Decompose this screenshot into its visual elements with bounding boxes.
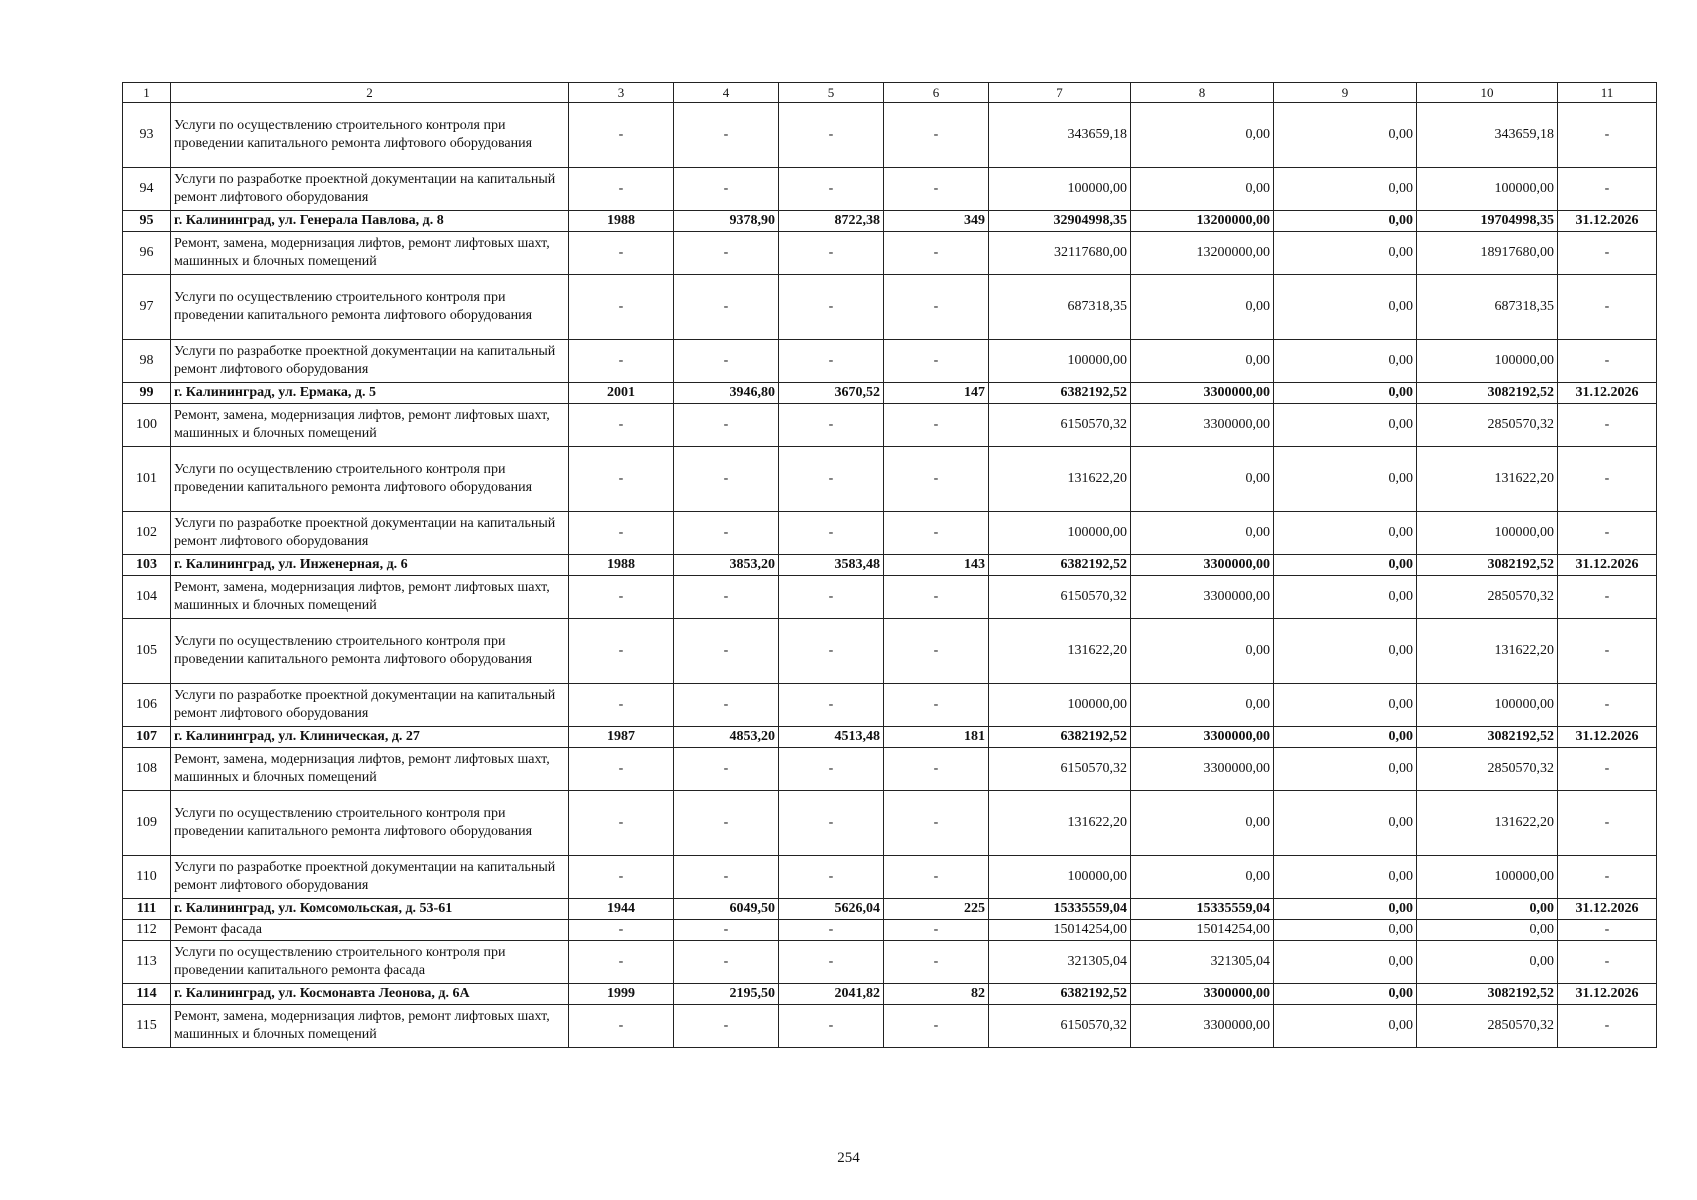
column-header: 2 [171, 83, 569, 103]
cell-col-6: 349 [884, 211, 989, 232]
cell-col-10: 0,00 [1417, 920, 1558, 941]
cell-col-3: - [569, 447, 674, 512]
cell-col-5: - [779, 404, 884, 447]
cell-col-7: 32904998,35 [989, 211, 1131, 232]
cell-col-8: 321305,04 [1131, 941, 1274, 984]
cell-col-10: 100000,00 [1417, 340, 1558, 383]
cell-col-5: 4513,48 [779, 727, 884, 748]
cell-col-8: 0,00 [1131, 275, 1274, 340]
column-header: 3 [569, 83, 674, 103]
cell-item-name: Услуги по осуществлению строительного контроля при проведении капитального ремонта лифтового оборудования [171, 447, 569, 512]
cell-col-9: 0,00 [1274, 168, 1417, 211]
cell-col-7: 343659,18 [989, 103, 1131, 168]
cell-col-9: 0,00 [1274, 576, 1417, 619]
table-body [123, 83, 1657, 1048]
cell-col-6: - [884, 103, 989, 168]
cell-col-8: 3300000,00 [1131, 727, 1274, 748]
cell-col-5: - [779, 684, 884, 727]
cell-col-5: - [779, 791, 884, 856]
cell-col-7: 15335559,04 [989, 899, 1131, 920]
cell-col-11: 31.12.2026 [1558, 383, 1657, 404]
cell-item-name: г. Калининград, ул. Клиническая, д. 27 [171, 727, 569, 748]
cell-col-4: - [674, 1005, 779, 1048]
work-item-row [123, 619, 1657, 684]
cell-col-5: - [779, 576, 884, 619]
cell-col-9: 0,00 [1274, 103, 1417, 168]
cell-col-10: 3082192,52 [1417, 555, 1558, 576]
cell-col-7: 131622,20 [989, 619, 1131, 684]
cell-col-7: 131622,20 [989, 447, 1131, 512]
cell-col-4: 6049,50 [674, 899, 779, 920]
cell-col-11: - [1558, 619, 1657, 684]
cell-col-8: 0,00 [1131, 512, 1274, 555]
cell-col-3: - [569, 1005, 674, 1048]
cell-col-5: - [779, 103, 884, 168]
work-item-row [123, 684, 1657, 727]
work-item-row [123, 1005, 1657, 1048]
cell-row-number: 106 [123, 684, 171, 727]
cell-col-10: 131622,20 [1417, 619, 1558, 684]
cell-col-3: - [569, 941, 674, 984]
cell-row-number: 108 [123, 748, 171, 791]
cell-col-3: - [569, 103, 674, 168]
cell-col-6: - [884, 684, 989, 727]
cell-col-10: 131622,20 [1417, 447, 1558, 512]
cell-col-9: 0,00 [1274, 555, 1417, 576]
cell-col-8: 15335559,04 [1131, 899, 1274, 920]
cell-col-3: 2001 [569, 383, 674, 404]
cell-col-5: 3670,52 [779, 383, 884, 404]
cell-col-9: 0,00 [1274, 383, 1417, 404]
cell-col-7: 6382192,52 [989, 727, 1131, 748]
cell-col-9: 0,00 [1274, 984, 1417, 1005]
cell-row-number: 95 [123, 211, 171, 232]
cell-col-5: - [779, 920, 884, 941]
cell-col-4: - [674, 941, 779, 984]
cell-col-11: - [1558, 512, 1657, 555]
column-header: 1 [123, 83, 171, 103]
cell-col-10: 100000,00 [1417, 684, 1558, 727]
cell-item-name: Услуги по разработке проектной документации на капитальный ремонт лифтового оборудования [171, 684, 569, 727]
cell-col-11: - [1558, 232, 1657, 275]
cell-col-6: 181 [884, 727, 989, 748]
address-row [123, 727, 1657, 748]
cell-col-3: 1944 [569, 899, 674, 920]
cell-col-9: 0,00 [1274, 404, 1417, 447]
cell-col-7: 6150570,32 [989, 576, 1131, 619]
cell-col-3: - [569, 619, 674, 684]
work-item-row [123, 232, 1657, 275]
cell-item-name: г. Калининград, ул. Ермака, д. 5 [171, 383, 569, 404]
cell-col-6: - [884, 791, 989, 856]
cell-row-number: 98 [123, 340, 171, 383]
cell-col-8: 3300000,00 [1131, 984, 1274, 1005]
cell-col-3: - [569, 748, 674, 791]
cell-col-11: - [1558, 404, 1657, 447]
column-header: 5 [779, 83, 884, 103]
cell-col-9: 0,00 [1274, 619, 1417, 684]
cell-row-number: 101 [123, 447, 171, 512]
column-header: 10 [1417, 83, 1558, 103]
cell-col-3: - [569, 232, 674, 275]
cell-col-8: 0,00 [1131, 619, 1274, 684]
cell-col-6: - [884, 920, 989, 941]
cell-col-9: 0,00 [1274, 727, 1417, 748]
cell-item-name: Услуги по осуществлению строительного контроля при проведении капитального ремонта лифтового оборудования [171, 791, 569, 856]
cell-col-6: - [884, 512, 989, 555]
cell-item-name: г. Калининград, ул. Космонавта Леонова, д. 6А [171, 984, 569, 1005]
cell-col-11: 31.12.2026 [1558, 727, 1657, 748]
cell-col-9: 0,00 [1274, 791, 1417, 856]
cell-col-5: - [779, 941, 884, 984]
cell-col-9: 0,00 [1274, 856, 1417, 899]
page-number: 254 [837, 1150, 860, 1166]
column-header: 9 [1274, 83, 1417, 103]
cell-col-7: 6382192,52 [989, 383, 1131, 404]
cell-col-10: 2850570,32 [1417, 576, 1558, 619]
work-item-row [123, 340, 1657, 383]
work-item-row [123, 941, 1657, 984]
work-item-row [123, 103, 1657, 168]
cell-col-9: 0,00 [1274, 275, 1417, 340]
cell-col-8: 3300000,00 [1131, 383, 1274, 404]
cell-col-3: 1999 [569, 984, 674, 1005]
cell-row-number: 110 [123, 856, 171, 899]
address-row [123, 555, 1657, 576]
cell-col-4: - [674, 684, 779, 727]
cell-item-name: Услуги по разработке проектной документации на капитальный ремонт лифтового оборудования [171, 856, 569, 899]
cell-col-4: 2195,50 [674, 984, 779, 1005]
cell-col-6: 225 [884, 899, 989, 920]
work-item-row [123, 856, 1657, 899]
cell-col-7: 32117680,00 [989, 232, 1131, 275]
cell-item-name: Ремонт фасада [171, 920, 569, 941]
cell-col-6: - [884, 941, 989, 984]
cell-col-4: - [674, 619, 779, 684]
cell-col-8: 0,00 [1131, 684, 1274, 727]
cell-col-10: 100000,00 [1417, 512, 1558, 555]
cell-col-8: 3300000,00 [1131, 748, 1274, 791]
cell-row-number: 97 [123, 275, 171, 340]
cell-row-number: 99 [123, 383, 171, 404]
cell-col-7: 6382192,52 [989, 984, 1131, 1005]
cell-col-7: 15014254,00 [989, 920, 1131, 941]
cell-col-8: 3300000,00 [1131, 576, 1274, 619]
cell-col-8: 0,00 [1131, 103, 1274, 168]
cell-col-3: - [569, 576, 674, 619]
cell-col-5: - [779, 168, 884, 211]
work-item-row [123, 275, 1657, 340]
cell-col-8: 15014254,00 [1131, 920, 1274, 941]
cell-col-4: - [674, 447, 779, 512]
cell-col-7: 100000,00 [989, 512, 1131, 555]
cell-item-name: г. Калининград, ул. Комсомольская, д. 53-61 [171, 899, 569, 920]
cell-col-10: 0,00 [1417, 941, 1558, 984]
cell-col-10: 2850570,32 [1417, 1005, 1558, 1048]
cell-col-6: - [884, 232, 989, 275]
cell-col-5: - [779, 512, 884, 555]
cell-col-8: 3300000,00 [1131, 404, 1274, 447]
repair-schedule-table [122, 82, 1657, 1048]
cell-col-10: 687318,35 [1417, 275, 1558, 340]
cell-col-9: 0,00 [1274, 1005, 1417, 1048]
cell-col-5: 2041,82 [779, 984, 884, 1005]
cell-row-number: 114 [123, 984, 171, 1005]
column-header: 6 [884, 83, 989, 103]
cell-col-11: - [1558, 576, 1657, 619]
cell-col-9: 0,00 [1274, 684, 1417, 727]
cell-col-5: 3583,48 [779, 555, 884, 576]
cell-row-number: 109 [123, 791, 171, 856]
cell-col-3: 1988 [569, 555, 674, 576]
cell-col-10: 131622,20 [1417, 791, 1558, 856]
cell-col-3: 1988 [569, 211, 674, 232]
cell-col-3: - [569, 168, 674, 211]
cell-item-name: Услуги по разработке проектной документации на капитальный ремонт лифтового оборудования [171, 340, 569, 383]
cell-col-8: 0,00 [1131, 447, 1274, 512]
cell-col-5: - [779, 856, 884, 899]
work-item-row [123, 404, 1657, 447]
cell-col-11: - [1558, 103, 1657, 168]
cell-col-11: - [1558, 920, 1657, 941]
cell-col-10: 100000,00 [1417, 856, 1558, 899]
document-sheet [122, 82, 1656, 1048]
cell-row-number: 96 [123, 232, 171, 275]
cell-item-name: Услуги по осуществлению строительного контроля при проведении капитального ремонта лифтового оборудования [171, 619, 569, 684]
cell-col-3: - [569, 684, 674, 727]
cell-col-3: - [569, 275, 674, 340]
cell-col-3: - [569, 512, 674, 555]
cell-col-8: 0,00 [1131, 168, 1274, 211]
cell-col-6: - [884, 340, 989, 383]
cell-col-10: 3082192,52 [1417, 383, 1558, 404]
cell-col-6: - [884, 748, 989, 791]
cell-col-5: - [779, 748, 884, 791]
cell-col-7: 100000,00 [989, 168, 1131, 211]
cell-item-name: Услуги по разработке проектной документации на капитальный ремонт лифтового оборудования [171, 512, 569, 555]
cell-row-number: 105 [123, 619, 171, 684]
cell-col-5: - [779, 619, 884, 684]
cell-col-8: 0,00 [1131, 856, 1274, 899]
cell-col-4: - [674, 512, 779, 555]
cell-item-name: Ремонт, замена, модернизация лифтов, ремонт лифтовых шахт, машинных и блочных помещений [171, 576, 569, 619]
cell-col-11: - [1558, 684, 1657, 727]
cell-col-11: - [1558, 168, 1657, 211]
cell-item-name: Ремонт, замена, модернизация лифтов, ремонт лифтовых шахт, машинных и блочных помещений [171, 232, 569, 275]
work-item-row [123, 920, 1657, 941]
cell-col-4: 3946,80 [674, 383, 779, 404]
cell-col-10: 343659,18 [1417, 103, 1558, 168]
cell-col-10: 18917680,00 [1417, 232, 1558, 275]
cell-col-5: - [779, 1005, 884, 1048]
cell-col-10: 2850570,32 [1417, 748, 1558, 791]
address-row [123, 211, 1657, 232]
cell-col-10: 3082192,52 [1417, 727, 1558, 748]
cell-col-11: 31.12.2026 [1558, 984, 1657, 1005]
work-item-row [123, 447, 1657, 512]
cell-col-10: 0,00 [1417, 899, 1558, 920]
cell-row-number: 112 [123, 920, 171, 941]
cell-col-5: - [779, 447, 884, 512]
cell-row-number: 104 [123, 576, 171, 619]
cell-row-number: 113 [123, 941, 171, 984]
cell-col-8: 0,00 [1131, 340, 1274, 383]
cell-col-11: 31.12.2026 [1558, 555, 1657, 576]
cell-col-4: 3853,20 [674, 555, 779, 576]
cell-col-4: - [674, 748, 779, 791]
cell-col-6: - [884, 619, 989, 684]
cell-col-8: 3300000,00 [1131, 1005, 1274, 1048]
cell-col-6: - [884, 168, 989, 211]
cell-col-7: 100000,00 [989, 856, 1131, 899]
cell-col-4: - [674, 275, 779, 340]
cell-col-7: 6150570,32 [989, 404, 1131, 447]
cell-col-3: - [569, 920, 674, 941]
cell-col-9: 0,00 [1274, 340, 1417, 383]
cell-item-name: Услуги по осуществлению строительного контроля при проведении капитального ремонта лифтового оборудования [171, 103, 569, 168]
cell-col-11: 31.12.2026 [1558, 211, 1657, 232]
cell-col-4: - [674, 232, 779, 275]
cell-col-7: 131622,20 [989, 791, 1131, 856]
cell-col-4: - [674, 168, 779, 211]
cell-col-8: 3300000,00 [1131, 555, 1274, 576]
cell-item-name: Услуги по осуществлению строительного контроля при проведении капитального ремонта лифтового оборудования [171, 275, 569, 340]
column-header: 8 [1131, 83, 1274, 103]
cell-col-5: 8722,38 [779, 211, 884, 232]
cell-item-name: Ремонт, замена, модернизация лифтов, ремонт лифтовых шахт, машинных и блочных помещений [171, 748, 569, 791]
cell-col-4: 9378,90 [674, 211, 779, 232]
cell-col-6: 82 [884, 984, 989, 1005]
cell-item-name: Ремонт, замена, модернизация лифтов, ремонт лифтовых шахт, машинных и блочных помещений [171, 1005, 569, 1048]
work-item-row [123, 748, 1657, 791]
cell-col-11: 31.12.2026 [1558, 899, 1657, 920]
work-item-row [123, 791, 1657, 856]
cell-item-name: Услуги по разработке проектной документации на капитальный ремонт лифтового оборудования [171, 168, 569, 211]
cell-col-8: 13200000,00 [1131, 232, 1274, 275]
address-row [123, 899, 1657, 920]
cell-col-11: - [1558, 791, 1657, 856]
cell-col-4: - [674, 576, 779, 619]
cell-row-number: 102 [123, 512, 171, 555]
cell-col-5: 5626,04 [779, 899, 884, 920]
column-number-header-row [123, 83, 1657, 103]
cell-col-3: - [569, 791, 674, 856]
cell-col-9: 0,00 [1274, 232, 1417, 275]
cell-col-9: 0,00 [1274, 447, 1417, 512]
column-header: 4 [674, 83, 779, 103]
column-header: 11 [1558, 83, 1657, 103]
cell-col-10: 2850570,32 [1417, 404, 1558, 447]
cell-col-7: 100000,00 [989, 684, 1131, 727]
cell-col-4: - [674, 856, 779, 899]
cell-col-10: 19704998,35 [1417, 211, 1558, 232]
cell-col-10: 3082192,52 [1417, 984, 1558, 1005]
cell-col-9: 0,00 [1274, 512, 1417, 555]
cell-col-9: 0,00 [1274, 920, 1417, 941]
address-row [123, 383, 1657, 404]
work-item-row [123, 512, 1657, 555]
cell-col-6: - [884, 404, 989, 447]
cell-col-4: - [674, 404, 779, 447]
work-item-row [123, 576, 1657, 619]
cell-col-11: - [1558, 275, 1657, 340]
cell-col-7: 6382192,52 [989, 555, 1131, 576]
column-header: 7 [989, 83, 1131, 103]
cell-col-6: - [884, 275, 989, 340]
work-item-row [123, 168, 1657, 211]
cell-col-11: - [1558, 1005, 1657, 1048]
cell-col-5: - [779, 275, 884, 340]
cell-col-6: - [884, 1005, 989, 1048]
cell-col-4: 4853,20 [674, 727, 779, 748]
cell-col-11: - [1558, 856, 1657, 899]
cell-col-3: - [569, 404, 674, 447]
cell-item-name: Ремонт, замена, модернизация лифтов, ремонт лифтовых шахт, машинных и блочных помещений [171, 404, 569, 447]
cell-col-7: 6150570,32 [989, 748, 1131, 791]
cell-col-6: 147 [884, 383, 989, 404]
cell-col-11: - [1558, 748, 1657, 791]
cell-row-number: 111 [123, 899, 171, 920]
cell-col-9: 0,00 [1274, 211, 1417, 232]
cell-col-5: - [779, 340, 884, 383]
cell-row-number: 93 [123, 103, 171, 168]
cell-col-6: - [884, 576, 989, 619]
cell-col-11: - [1558, 340, 1657, 383]
cell-col-7: 687318,35 [989, 275, 1131, 340]
cell-col-7: 100000,00 [989, 340, 1131, 383]
cell-col-7: 321305,04 [989, 941, 1131, 984]
cell-col-4: - [674, 920, 779, 941]
cell-item-name: г. Калининград, ул. Генерала Павлова, д. 8 [171, 211, 569, 232]
cell-col-6: - [884, 447, 989, 512]
cell-item-name: г. Калининград, ул. Инженерная, д. 6 [171, 555, 569, 576]
cell-col-9: 0,00 [1274, 748, 1417, 791]
cell-col-9: 0,00 [1274, 941, 1417, 984]
cell-col-6: 143 [884, 555, 989, 576]
cell-col-7: 6150570,32 [989, 1005, 1131, 1048]
cell-col-4: - [674, 791, 779, 856]
cell-col-10: 100000,00 [1417, 168, 1558, 211]
cell-col-3: - [569, 856, 674, 899]
cell-item-name: Услуги по осуществлению строительного контроля при проведении капитального ремонта фасада [171, 941, 569, 984]
cell-col-8: 13200000,00 [1131, 211, 1274, 232]
cell-col-6: - [884, 856, 989, 899]
cell-row-number: 100 [123, 404, 171, 447]
cell-col-9: 0,00 [1274, 899, 1417, 920]
cell-col-3: 1987 [569, 727, 674, 748]
cell-col-5: - [779, 232, 884, 275]
cell-col-11: - [1558, 941, 1657, 984]
cell-col-4: - [674, 103, 779, 168]
cell-row-number: 94 [123, 168, 171, 211]
cell-col-3: - [569, 340, 674, 383]
cell-col-4: - [674, 340, 779, 383]
cell-col-8: 0,00 [1131, 791, 1274, 856]
cell-row-number: 103 [123, 555, 171, 576]
cell-row-number: 115 [123, 1005, 171, 1048]
address-row [123, 984, 1657, 1005]
cell-row-number: 107 [123, 727, 171, 748]
cell-col-11: - [1558, 447, 1657, 512]
